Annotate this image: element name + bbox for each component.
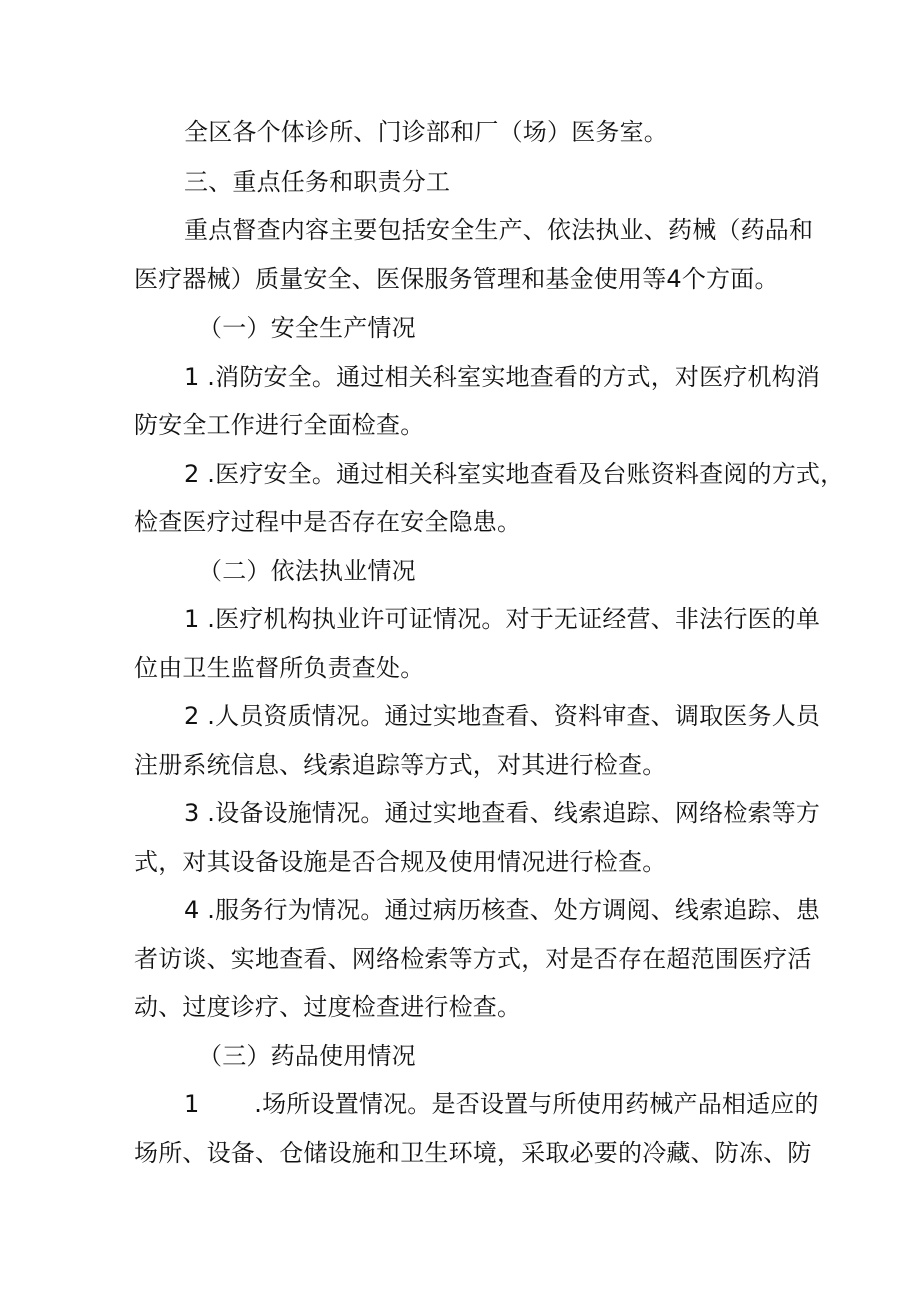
text-line: 检查医疗过程中是否存在安全隐患。: [134, 508, 522, 536]
text-line: 式，对其设备设施是否合规及使用情况进行检查。: [134, 848, 667, 876]
text-line: 3 .设备设施情况。通过实地查看、线索追踪、网络检索等方: [184, 799, 821, 827]
text-line: 2 .人员资质情况。通过实地查看、资料审查、调取医务人员: [184, 702, 821, 730]
text-line: 注册系统信息、线索追踪等方式，对其进行检查。: [134, 751, 667, 779]
text-line: 重点督查内容主要包括安全生产、依法执业、药械（药品和: [184, 216, 814, 244]
text-line: 者访谈、实地查看、网络检索等方式，对是否存在超范围医疗活: [134, 945, 812, 973]
subsection-heading: （一）安全生产情况: [198, 314, 416, 342]
text-line: 防安全工作进行全面检查。: [134, 411, 425, 439]
section-heading: 三、重点任务和职责分工: [184, 168, 451, 196]
subsection-heading: （二）依法执业情况: [198, 557, 416, 585]
text-line: 医疗器械）质量安全、医保服务管理和基金使用等4个方面。: [134, 265, 779, 293]
text-line: 4 .服务行为情况。通过病历核查、处方调阅、线索追踪、患: [184, 896, 821, 924]
text-line: 场所、设备、仓储设施和卫生环境，采取必要的冷藏、防冻、防: [134, 1139, 812, 1167]
text-line: 1 .消防安全。通过相关科室实地查看的方式，对医疗机构消: [184, 363, 821, 391]
text-line: 1 .场所设置情况。是否设置与所使用药械产品相适应的: [184, 1090, 819, 1118]
text-line: 2 .医疗安全。通过相关科室实地查看及台账资料查阅的方式，: [184, 460, 845, 488]
subsection-heading: （三）药品使用情况: [198, 1042, 416, 1070]
text-line: 1 .医疗机构执业许可证情况。对于无证经营、非法行医的单: [184, 605, 821, 633]
text-line: 位由卫生监督所负责查处。: [134, 654, 425, 682]
text-line: 动、过度诊疗、过度检查进行检查。: [134, 993, 522, 1021]
text-line: 全区各个体诊所、门诊部和厂（场）医务室。: [184, 118, 668, 146]
